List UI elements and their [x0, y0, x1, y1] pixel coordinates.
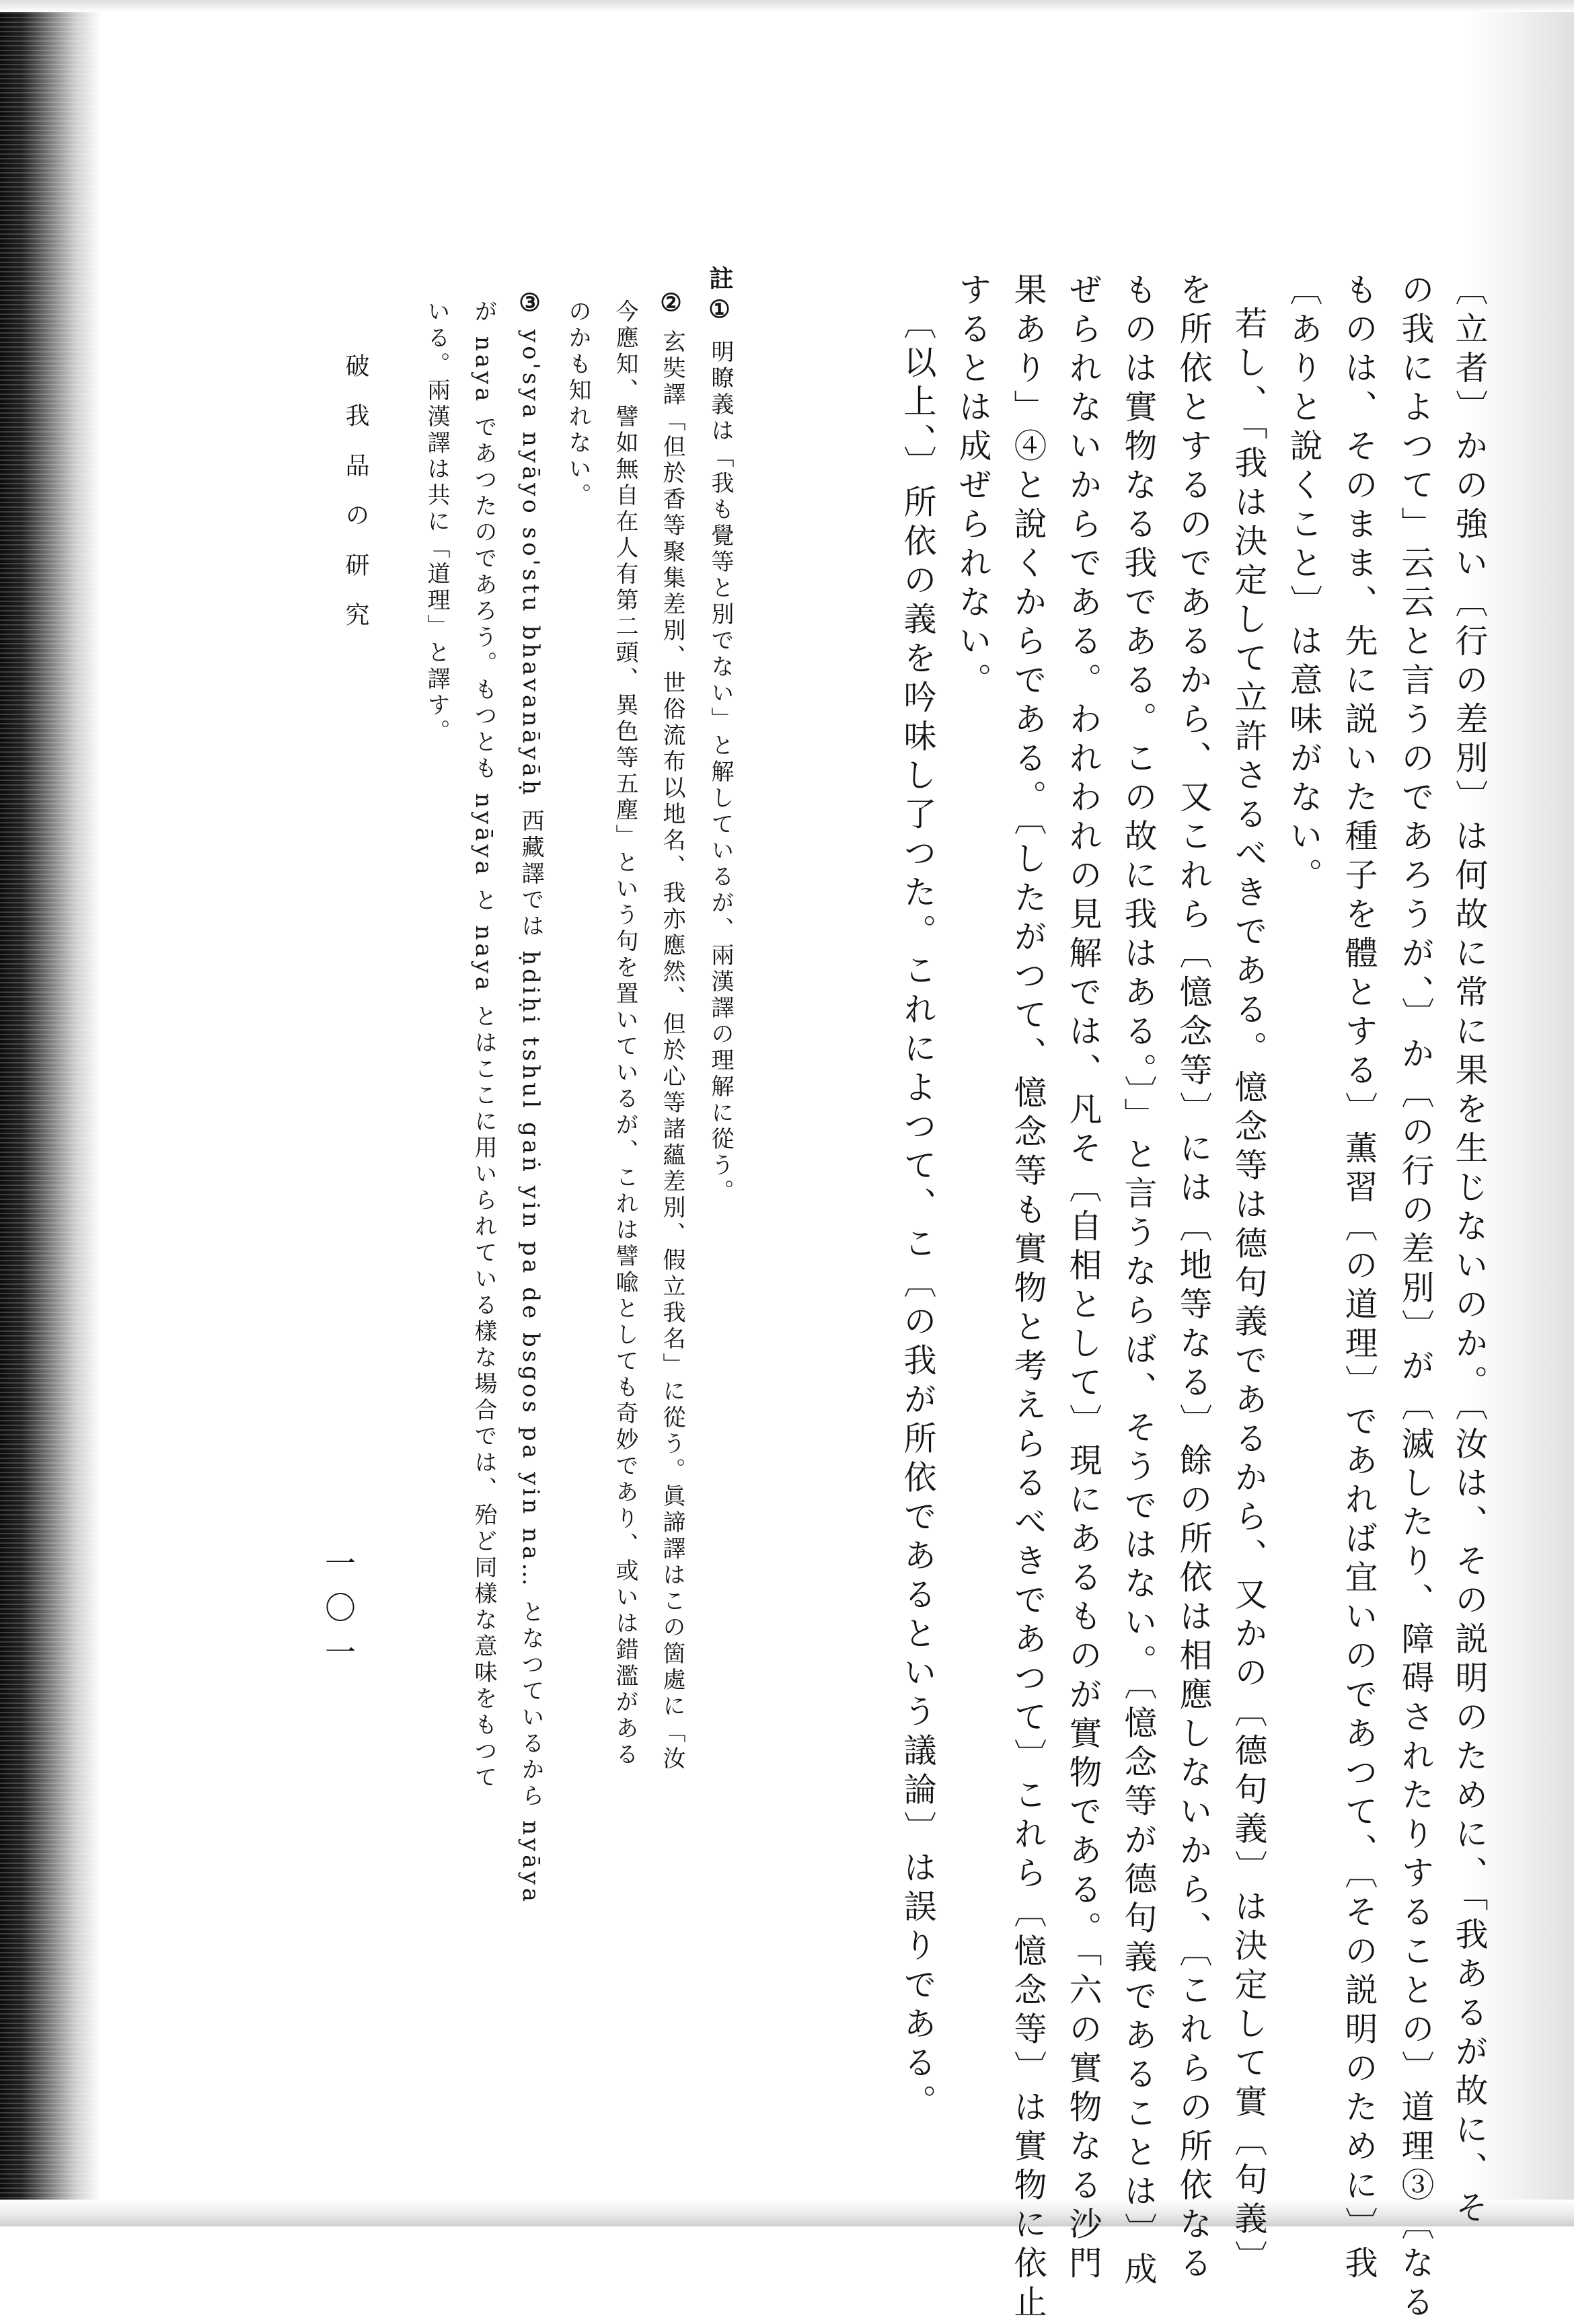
body-line: するとは成ぜられない。: [954, 272, 992, 702]
note-line: のかも知れない。: [564, 299, 591, 509]
note-line: いる。兩漢譯は共に「道理」と譯す。: [423, 299, 450, 745]
note-line: yo'sya nyāyo so'stu bhavanāyāḥ 西藏譯では ḥdiḥi tshul gaṅ yin pa de bsgos pa yin na… となつているから nyāya: [517, 330, 544, 1906]
running-header: 破我品の研究: [342, 353, 369, 652]
body-line: 〔以上、〕所依の義を吟味し了つた。これによつて、こ〔の我が所依であるという議論〕は誤りである。: [899, 306, 937, 2124]
note-marker: ①: [706, 296, 734, 324]
body-line: 〔立者〕かの強い〔行の差別〕は何故に常に果を生じないのか。〔汝は、その説明のために、「我あるが故に、そ: [1450, 272, 1489, 2229]
note-line: が naya であつたのであろう。もつとも nyāya と naya とはここに用いられている樣な場合では、殆ど同樣な意味をもつて: [470, 299, 497, 1791]
note-marker: ②: [657, 289, 685, 317]
body-line: を所依とするのであるから、又これら〔憶念等〕には〔地等なる〕餘の所依は相應しないから、〔これらの所依なる: [1174, 272, 1213, 2285]
note-marker: ③: [516, 289, 544, 317]
note-line: 玄奘譯「但於香等聚集差別、世俗流布以地名、我亦應然、但於心等諸蘊差別、假立我名」に從う。眞諦譯はこの箇處に「汝: [659, 330, 685, 1772]
body-line: 果あり」④と說くからである。〔したがつて、憶念等も實物と考えらるべきであつて〕これら〔憶念等〕は實物に依止: [1009, 272, 1047, 2324]
note-line: 今應知、譬如無自在人有第二頭、異色等五塵」という句を置いているが、これは譬喩としても奇妙であり、或いは錯濫がある: [611, 299, 638, 1768]
body-line: ぜられないからである。われわれの見解では、凡そ〔自相として〕現にあるものが實物である。「六の實物なる沙門: [1064, 272, 1102, 2285]
notes-label: 註: [706, 266, 734, 290]
note-line: 明瞭義は「我も覺等と別でない」と解しているが、兩漢譯の理解に從う。: [707, 340, 734, 1205]
body-line: ものは、そのまま、先に説いた種子を體とする〕薫習〔の道理〕であれば宜いのであつて、〔その説明のために〕我: [1340, 272, 1378, 2285]
body-line: 〔ありと說くこと〕は意味がない。: [1285, 272, 1323, 897]
body-line: 若し、「我は決定して立許さるべきである。憶念等は德句義であるから、又かの〔德句義〕は決定して實〔句義〕: [1230, 306, 1268, 2280]
body-line: の我によつて」云云と言うのであろうが、〕か〔の行の差別〕が〔滅したり、障碍されたりすることの〕道理③〔なる: [1396, 272, 1435, 2324]
body-line: ものは實物なる我である。この故に我はある。〕」と言うならば、そうではない。〔憶念等が德句義であることは〕成: [1119, 272, 1158, 2291]
page-number: 一〇一: [320, 1547, 357, 1680]
